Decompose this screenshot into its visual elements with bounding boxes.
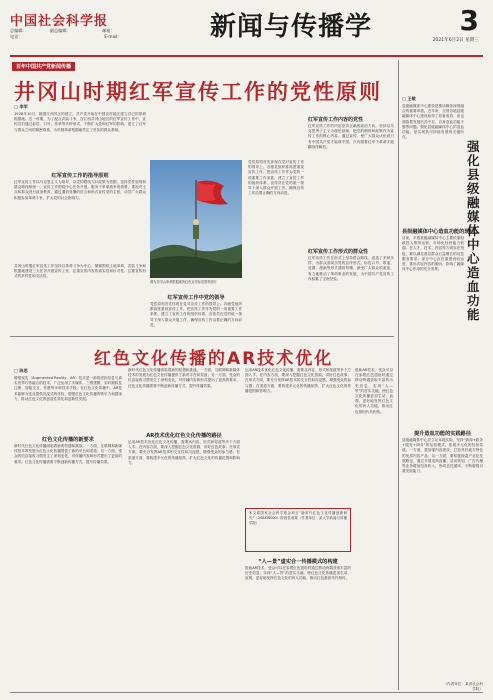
side-body-2: 目前，多数县级融媒体中心主要依靠财政投入维持运营，市场化经营能力较弱。在人才、技术、内容等方面存在短板，难以满足基层群众日益增长的信息服务需求。部分中心存在重建设轻运营、重形式轻内容的倾向，影响了融媒体中心作用的充分发挥。 xyxy=(402,236,464,272)
article2-subhead-2: AR技术优化红色文化传播的路径 xyxy=(146,433,222,439)
side-author-note: （作者单位：某省社会科学院） xyxy=(443,682,483,692)
masthead-contact-line: 总编辑： 副总编辑： 邮箱： xyxy=(10,28,115,33)
side-subhead-2: 提升造血功能的实践路径 xyxy=(413,431,472,437)
article1-lead: 1928年10月，随着江西苏区的建立，共产党开始在中国农村地区建立自己的革命根据地。这一时期，为了配合武装斗争，在江西井冈山地区的红军宣传工作中，宣传员们通过标语、口号、传单等多种形式，不断扩大党和红军的影响，建立了红军与群众之间的紧密联系，为巩固革命根据地奠定了坚实的群众基础。 xyxy=(14,112,146,132)
funding-note: 本文系国家社会科学基金项目“新时代红色文化传播创新研究”（20BXW000）阶段性成果（作者单位：某大学新闻与传播学院） xyxy=(249,511,347,525)
masthead xyxy=(10,6,483,54)
funding-note-box xyxy=(245,508,351,552)
section-divider xyxy=(10,336,394,337)
side-body-1: 县级融媒体中心建设是推动媒体深度融合的重要举措。近年来，全国各地县级融媒体中心建设取得了显著成效，但也面临着发展后劲不足、自身造血功能不强等问题。强化县级融媒体中心的造血功能，是实现其可持续发展的关键所在。 xyxy=(402,104,464,140)
newspaper-name: 中国社会科学报 xyxy=(10,14,109,29)
article1-subhead-2: 红军宣传工作中党的领导 xyxy=(167,295,225,301)
headline-main: 井冈山时期红军宣传工作的党性原则 xyxy=(14,80,382,104)
photo-illustration xyxy=(150,160,242,278)
article1-body-5: 红军宣传工作在形式上坚持群众路线，创造了多种多样、为群众喜闻乐见的宣传形式。标语口号、歌谣、戏剧、漫画等形式通俗易懂，深受广大群众的欢迎，有力地推动了革命事业的发展，为中国共产党宣传工作积累了宝贵经验。 xyxy=(308,256,394,281)
article1-body-3: 党性原则首先体现在党对宣传工作的领导上。各级党组织都高度重视宣传工作，把宣传工作作为党的一项重要工作来抓，建立了宣传工作的组织体系，宣传员在党的统一领导下深入群众开展工作，确保宣传工作沿着正确的方向前进。 xyxy=(248,160,304,196)
column-tag: 百年中国共产党新闻传播 xyxy=(12,62,75,71)
article2-subhead-3: “人—景”虚实合一传播模式的构建 xyxy=(258,559,338,565)
photo-caption: 图为井冈山革命根据地的红色宣传标语资料照片 xyxy=(150,280,217,284)
article2-body-3b: 运用AR技术优化红色文化传播，需要从内容、形式和渠道等多个方面入手。在内容方面，要深入挖掘红色文化资源，讲好红色故事；在形式方面，要充分发挥AR技术的交互性和沉浸感，增强受众的参与感；在渠道方面，要构建多元化的传播矩阵，扩大红色文化的传播范围和影响力。 xyxy=(245,368,351,393)
bottom-rule xyxy=(10,692,483,693)
article2-byline: □ 陈思 xyxy=(14,368,28,373)
article2-body-1: 增强现实（Augmented Reality，AR）技术是一种将虚拟信息与真实世界巧妙融合的技术，广泛运用了多媒体、三维建模、实时跟踪及注册、智能交互、传感等多种技术手段。在红色文化传播中，AR技术能够为受众提供沉浸式的体验，增强红色文化传播的吸引力和感染力，推动红色文化的创造性转化和创新性发展。 xyxy=(14,376,122,401)
article2-body-4: 借助AR技术，受众可以在参观红色遗址时通过移动终端获取丰富的历史信息，实现“人—景”的虚实交融，使红色文化传播更加生动、直观，更好地发挥红色文化的育人功能，推动红色基因代代相传。 xyxy=(245,566,351,581)
right-column-divider xyxy=(398,60,399,690)
article1-body-3b: 党性原则首先体现在党对宣传工作的领导上。各级党组织都高度重视宣传工作，把宣传工作作为党的一项重要工作来抓，建立了宣传工作的组织体系，宣传员在党的统一领导下深入群众开展工作，确保宣传工作沿着正确的方向前进。 xyxy=(150,302,242,327)
article1-subhead-3: 红军宣传工作内容的党性 xyxy=(308,117,364,123)
headline-2: 红色文化传播的AR技术优化 xyxy=(94,349,334,369)
masthead-rule xyxy=(10,55,483,57)
article2-subhead-1: 红色文化传播的新要求 xyxy=(42,437,94,443)
side-headline: 强化县级融媒体中心造血功能 xyxy=(467,139,480,322)
page-number: 3 xyxy=(459,4,479,37)
red-flag-photo xyxy=(150,160,242,278)
side-body-3: 县级融媒体中心应立足本地实际，坚持“新闻+政务+服务+商务”的运营模式，拓展多元化的经营渠道。一方面，要加强内容建设，打造具有地方特色的优质内容产品；另一方面，要积极探索产业化发展路径，通过开展电商直播、活动策划、广告代理等业务增加经营收入，形成良性循环，不断增强自我发展能力。 xyxy=(402,438,483,474)
article1-body-2: 井冈山时期红军宣传工作坚持以革命斗争为中心，紧紧围绕土地革命、武装斗争和根据地建设三大任务开展宣传工作，注重宣传内容的真实性和针对性，注重宣传形式的多样性和灵活性。 xyxy=(14,264,146,279)
article1-byline: □ 李军 xyxy=(14,104,28,109)
article1-body-1: 红军宣传工作以马克思主义为指导，以党的路线方针政策为依据，坚持党性原则和群众路线相统一。宣传工作围绕中心任务开展，服务于革命战争的需要，重视对士兵和群众进行政治教育，通过通俗易懂的语言和形式宣传党的主张，动员广大群众积极参加革命斗争，扩大党的社会影响力。 xyxy=(14,180,146,200)
side-byline: □ 王敏 xyxy=(402,96,416,101)
article1-body-4: 红军宣传工作的内容坚持正确的政治方向，坚持以马克思列宁主义为理论基础，把党的纲领和政策作为宣传工作的核心内容。通过宣传，使广大群众认识到只有中国共产党才能救中国，只有跟着红军干革命才能翻身得解放。 xyxy=(308,124,394,149)
article1-subhead-4: 红军宣传工作形式的群众性 xyxy=(308,249,369,255)
issue-date: 2021年6月2日 星期三 xyxy=(432,38,479,43)
masthead-contact-line-2: 电话： E-mail: xyxy=(10,34,119,39)
section-title: 新闻与传播学 xyxy=(210,12,373,42)
article1-subhead-1: 红军宣传工作的指导原则 xyxy=(51,173,109,179)
side-subhead-1: 县级融媒体中心造血功能的现状 xyxy=(402,229,475,235)
article2-body-2: 新时代红色文化传播面临着新的机遇和挑战。一方面，互联网和新媒体技术的发展为红色文化传播提供了新的平台和渠道；另一方面，受众的信息接收习惯发生了深刻变化，对传播内容和形式提出了更高的要求。红色文化传播需要不断创新传播方式，提升传播效果。 xyxy=(14,444,122,464)
article2-body-2b: 新时代红色文化传播面临着新的机遇和挑战。一方面，互联网和新媒体技术的发展为红色文化传播提供了新的平台和渠道；另一方面，受众的信息接收习惯发生了深刻变化，对传播内容和形式提出了更高的要求。红色文化传播需要不断创新传播方式，提升传播效果。 xyxy=(128,368,240,388)
article2-body-3: 运用AR技术优化红色文化传播，需要从内容、形式和渠道等多个方面入手。在内容方面，要深入挖掘红色文化资源，讲好红色故事；在形式方面，要充分发挥AR技术的交互性和沉浸感，增强受众的参与感；在渠道方面，要构建多元化的传播矩阵，扩大红色文化的传播范围和影响力。 xyxy=(128,440,240,465)
article2-body-4b: 借助AR技术，受众可以在参观红色遗址时通过移动终端获取丰富的历史信息，实现“人—景”的虚实交融，使红色文化传播更加生动、直观，更好地发挥红色文化的育人功能，推动红色基因代代相传。 xyxy=(355,368,393,414)
